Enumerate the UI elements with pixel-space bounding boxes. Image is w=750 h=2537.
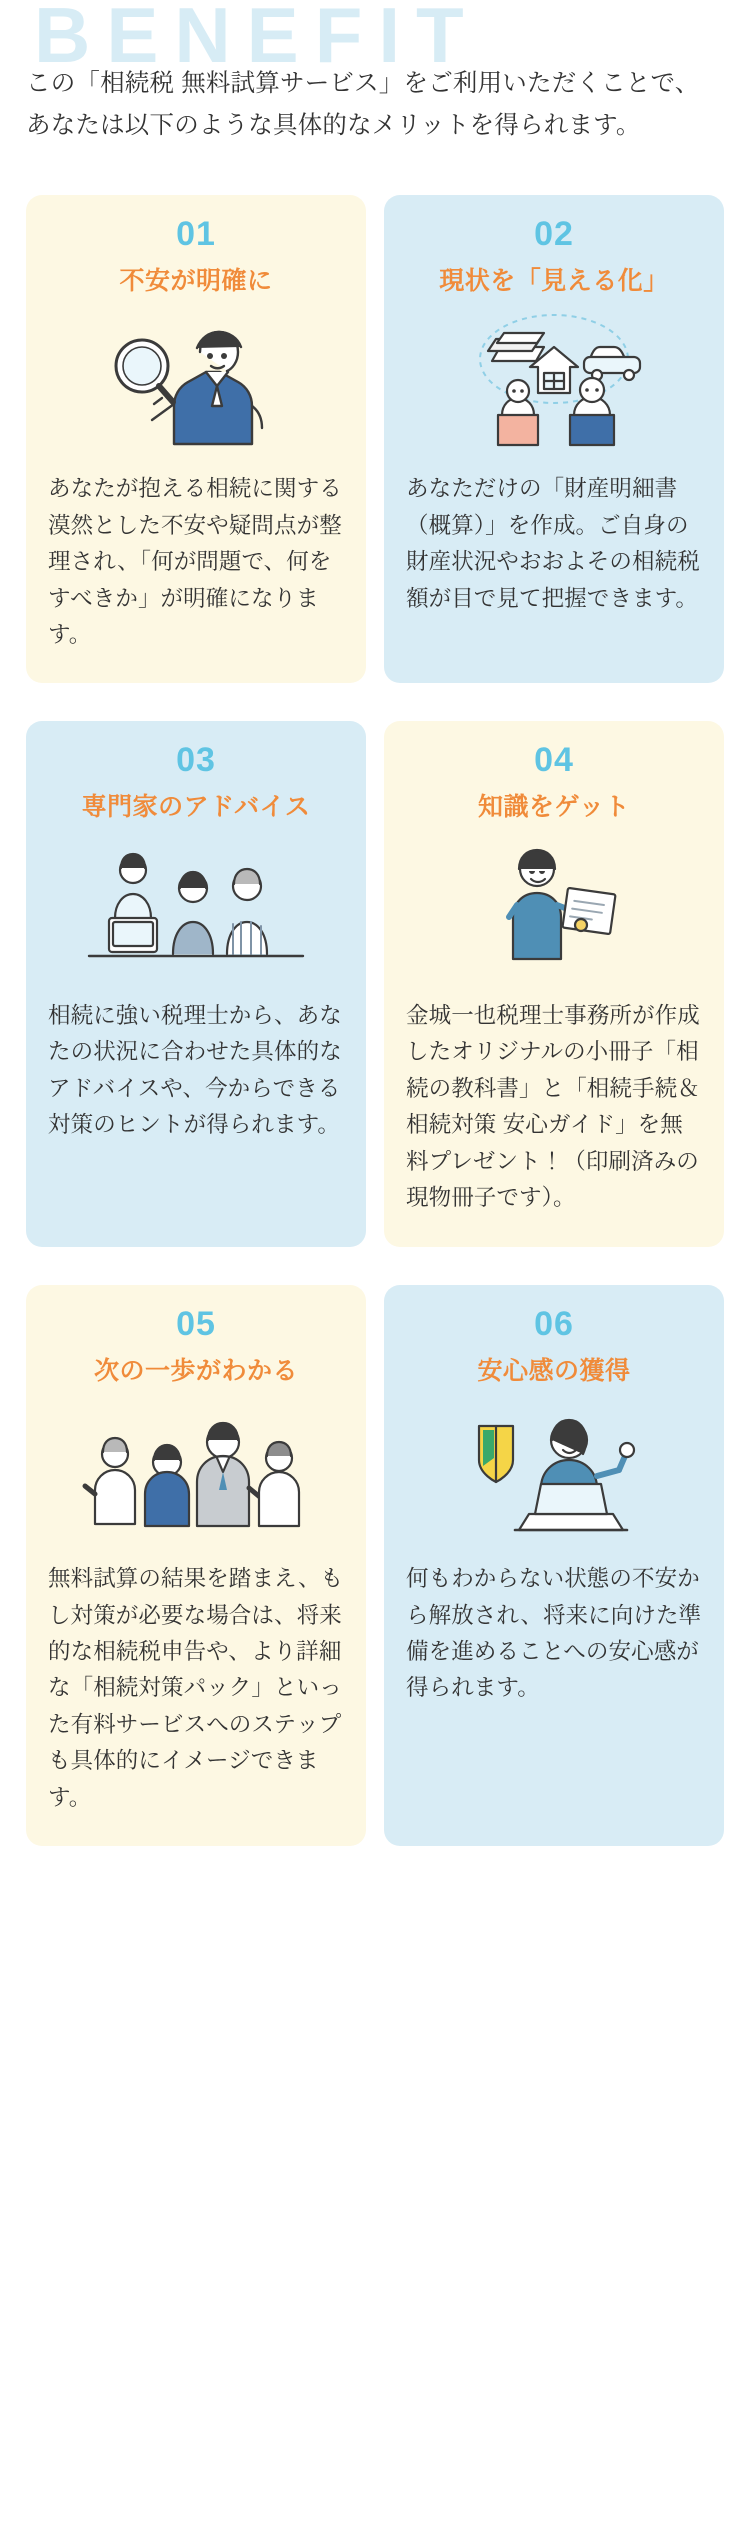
card-title: 不安が明確に bbox=[119, 266, 273, 295]
watermark-benefit: BENEFIT bbox=[34, 0, 480, 79]
card-title: 専門家のアドバイス bbox=[81, 793, 311, 822]
benefit-card-03 bbox=[26, 721, 366, 1246]
card-body: 何もわからない状態の不安から解放され、将来に向けた準備を進めることへの安心感が得られます。 bbox=[406, 1566, 702, 1701]
card-number: 01 bbox=[176, 214, 216, 253]
card-body: 相続に強い税理士から、あなたの状況に合わせた具体的なアドバイスや、今からできる対策のヒントが得られます。 bbox=[48, 1002, 342, 1138]
card-body: あなたが抱える相続に関する漠然とした不安や疑問点が整理され、「何が問題で、何をすべきか」が明確になります。 bbox=[48, 476, 342, 647]
benefit-card-01 bbox=[26, 195, 366, 684]
person-laptop-shield-icon bbox=[406, 1397, 702, 1547]
card-body: 無料試算の結果を踏まえ、もし対策が必要な場合は、将来的な相続税申告や、より詳細な「相続対策パック」といった有料サービスへのステップも具体的にイメージできます。 bbox=[48, 1566, 344, 1810]
assets-house-car-icon bbox=[406, 307, 702, 457]
intro-text: この「相続税 無料試算サービス」をご利用いただくことで、あなたは以下のような具体的なメリットを得られます。 bbox=[26, 69, 700, 139]
card-body: あなただけの「財産明細書（概算）」を作成。ご自身の財産状況やおおよその相続税額が目で見て把握できます。 bbox=[406, 476, 700, 611]
card-number: 06 bbox=[534, 1304, 574, 1343]
family-group-icon bbox=[48, 1397, 344, 1547]
card-title: 次の一歩がわかる bbox=[93, 1356, 298, 1385]
card-title: 知識をゲット bbox=[477, 793, 630, 822]
consultation-meeting-icon bbox=[48, 834, 344, 984]
benefit-card-06 bbox=[384, 1285, 724, 1847]
card-title: 安心感の獲得 bbox=[477, 1356, 631, 1385]
benefit-card-05 bbox=[26, 1285, 366, 1847]
person-booklet-icon bbox=[406, 834, 702, 984]
person-magnifier-icon bbox=[48, 307, 344, 457]
benefit-card-grid bbox=[26, 195, 724, 1846]
card-number: 05 bbox=[176, 1304, 216, 1343]
card-number: 02 bbox=[534, 214, 574, 253]
card-body: 金城一也税理士事務所が作成したオリジナルの小冊子「相続の教科書」と「相続手続＆相続対策 安心ガイド」を無料プレゼント！（印刷済みの現物冊子です）。 bbox=[406, 1002, 700, 1211]
card-title: 現状を「見える化」 bbox=[439, 266, 669, 295]
card-number: 04 bbox=[534, 741, 574, 780]
card-number: 03 bbox=[176, 741, 216, 780]
benefit-card-02 bbox=[384, 195, 724, 684]
benefit-card-04 bbox=[384, 721, 724, 1246]
